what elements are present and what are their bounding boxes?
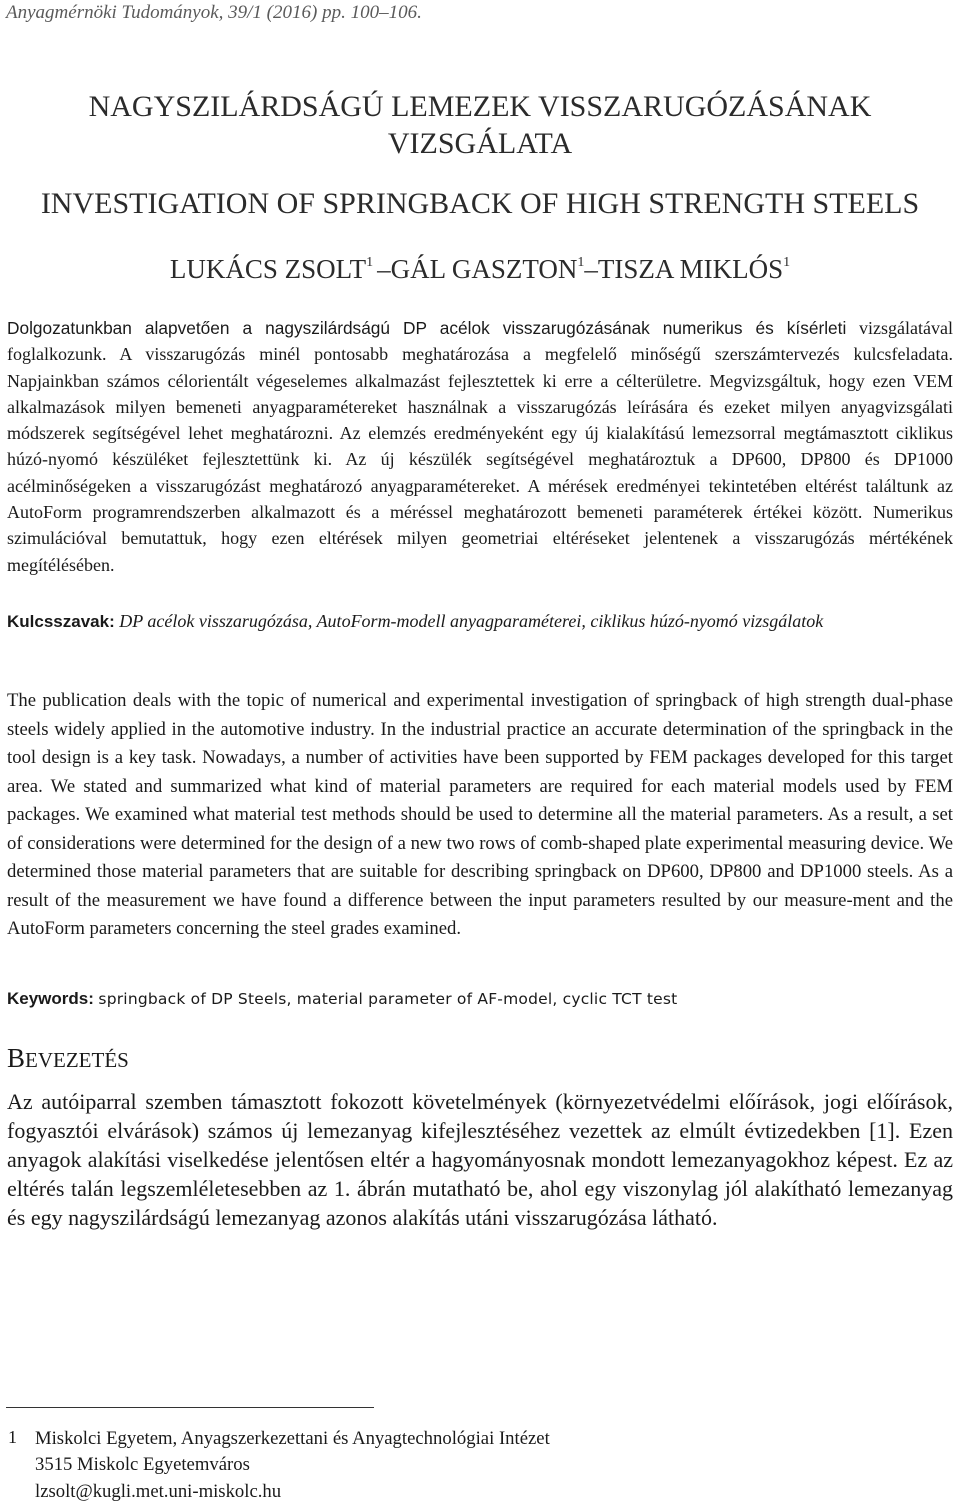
footnote-address: 3515 Miskolc Egyetemváros: [35, 1454, 250, 1476]
abstract-english: The publication deals with the topic of numerical and experimental investigation of springback of high strength dual-phase steels widely applied in the automotive industry. In the industrial practice an accurate determination of the springback in the tool design is a key task. Nowadays, a number of activities have been supported by FEM packages developed for this target area. We stated and summarized what kind of material parameters are required for each material models used by FEM packages. We examined what material test methods should be used to determine all the material parameters. As a result, a set of considerations were determined for the design of a new two rows of comb-shaped plate experimental measuring device. We determined those material parameters that are suitable for describing springback on DP600, DP800 and DP1000 steels. As a result of the measurement we have found a difference between the input parameters resulted by our measure-ment and the AutoForm parameters concerning the steel grades examined.: [7, 690, 953, 939]
author-list: [0, 251, 960, 287]
section-heading-initial: B: [7, 1043, 26, 1073]
section-heading: [7, 1042, 129, 1076]
footnote-email: lzsolt@kugli.met.uni-miskolc.hu: [35, 1480, 282, 1502]
keywords-hungarian-value: DP acélok visszarugózása, AutoForm-modell anyagparaméterei, ciklikus húzó-nyomó vizsgálatok: [119, 611, 824, 631]
author-affiliation-mark: 1: [577, 255, 585, 270]
author-separator: –: [584, 254, 598, 284]
footnote: [35, 1426, 550, 1505]
abstract-hungarian: [7, 315, 953, 578]
keywords-hungarian-label: Kulcsszavak:: [7, 612, 115, 631]
author-affiliation-mark: 1: [783, 255, 791, 270]
author-name: LUKÁCS ZSOLT: [169, 254, 367, 284]
keywords-hungarian: [7, 608, 953, 635]
author-affiliation-mark: 1: [366, 255, 374, 270]
keywords-english: [7, 985, 953, 1012]
author-name: GÁL GASZTON: [390, 254, 578, 284]
keywords-english-value: springback of DP Steels, material parameter of AF-model, cyclic TCT test: [98, 990, 678, 1008]
title-english: INVESTIGATION OF SPRINGBACK OF HIGH STRENGTH STEELS: [40, 187, 920, 220]
abstract-hungarian-text: vizsgálatával foglalkozunk. A visszarugózás minél pontosabb meghatározása a megfelelő minőségű szerszámtervezés kulcsfeladata. Napjainkban számos célorientált végeselemes alkalmazást fejlesztettek ki erre a célterületre. Megvizsgáltuk, hogy ezen VEM alkalmazások milyen bemeneti anyagparamétereket használnak a visszarugózás leírására és ezeket milyen anyagvizsgálati módszerek segítségével lehet meghatározni. Az elemzés eredményeként egy új kialakítású lemezsorral megtámasztott ciklikus húzó-nyomó készüléket fejlesztettünk ki. Az új készülék segítségével meghatároztuk a DP600, DP800 és DP1000 acélminőségeken a visszarugózást meghatározó anyagparamétereket. A mérések eredményei tekintetében eltérést találtunk az AutoForm programrendszerben alkalmazott és a méréssel meghatározott bemeneti paraméterek értékei között. Numerikus szimulációval bemutattuk, hogy ezen eltérések milyen geometriai eltéréseket jelentenek a visszarugózás mértékének megítélésében.: [7, 318, 953, 575]
footnote-divider: [6, 1407, 374, 1408]
title-hungarian-line-2: VIZSGÁLATA: [387, 127, 573, 160]
title-hungarian-line-1: NAGYSZILÁRDSÁGÚ LEMEZEK VISSZARUGÓZÁSÁNAK: [88, 90, 872, 123]
section-heading-rest: EVEZETÉS: [25, 1048, 129, 1072]
footnote-affiliation: Miskolci Egyetem, Anyagszerkezettani és Anyagtechnológiai Intézet: [35, 1428, 550, 1449]
title-hungarian: [0, 88, 960, 162]
author-name: TISZA MIKLÓS: [597, 254, 784, 284]
keywords-english-label: Keywords:: [7, 989, 94, 1008]
intro-paragraph: Az autóiparral szemben támasztott fokozott követelmények (környezetvédelmi előírások, jogi előírások, fogyasztói elvárások) számos új lemezanyag kifejlesztéséhez vezettek az elmúlt évtizedekben [1]. Ezen anyagok alakítási viselkedése jelentősen eltér a hagyományosnak mondott lemezanyagokhoz képest. Ez az eltérés talán legszemléletesebben az 1. ábrán mutatható be, ahol egy viszonylag jól alakítható lemezanyag és egy nagyszilárdságú lemezanyag azonos alakítás utáni visszarugózása látható.: [7, 1089, 953, 1231]
journal-citation: Anyagmérnöki Tudományok, 39/1 (2016) pp. 100–106.: [6, 2, 422, 23]
footnote-number: 1: [8, 1427, 17, 1447]
author-separator: –: [377, 254, 391, 284]
abstract-hungarian-first-line: Dolgozatunkban alapvetően a nagyszilárdságú DP acélok visszarugózásának numerikus és kísérleti: [7, 318, 847, 338]
